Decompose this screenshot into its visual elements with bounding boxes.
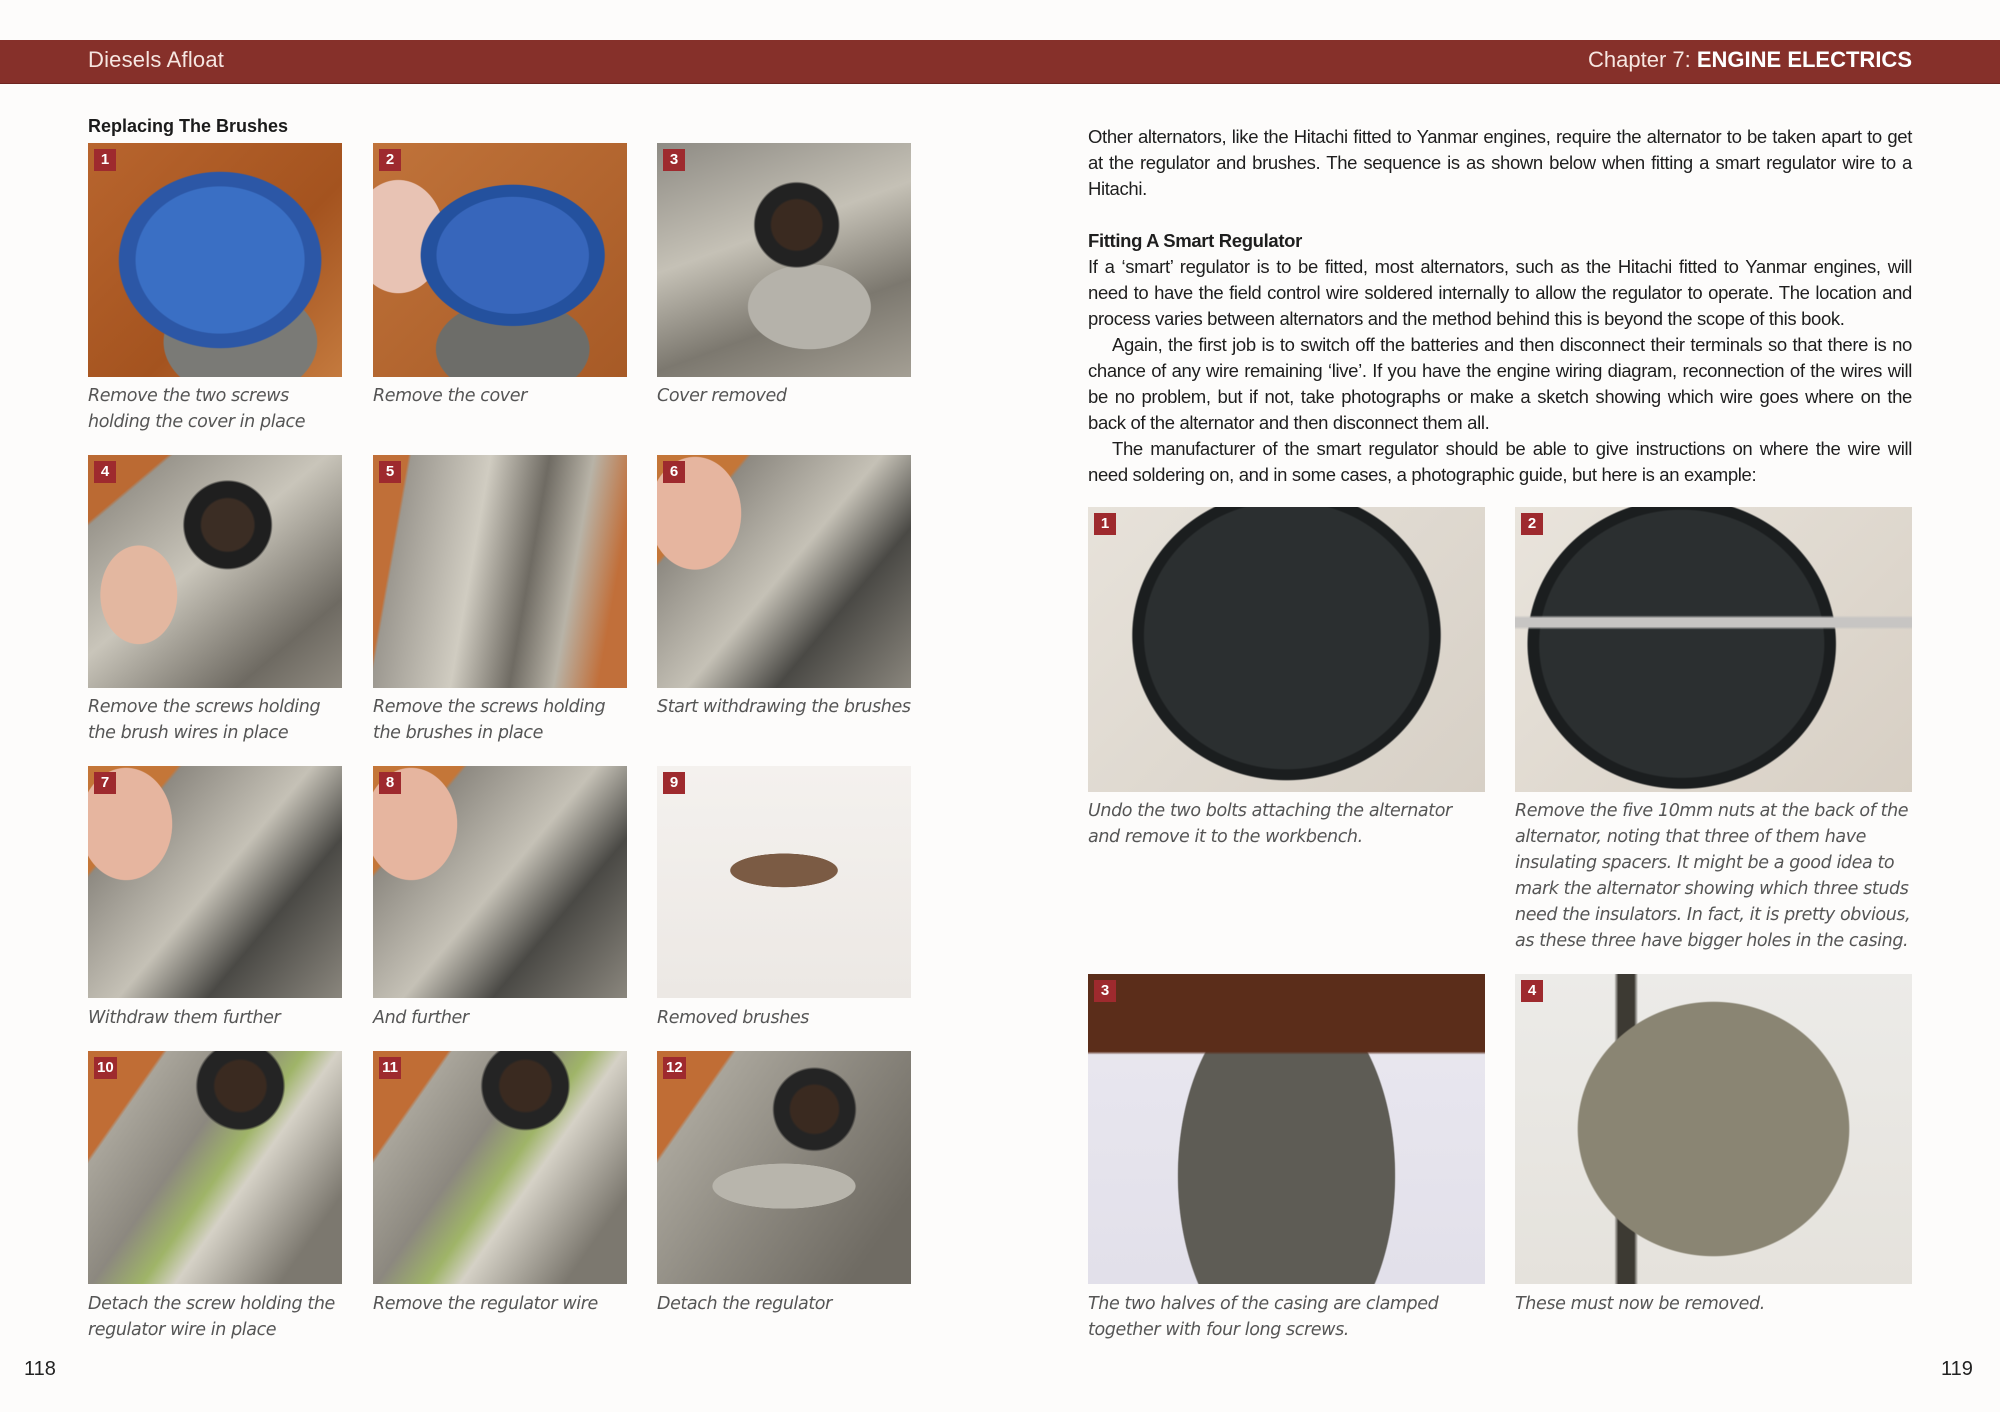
step-badge: 2 (379, 149, 401, 171)
step-caption-9: Removed brushes (657, 1008, 809, 1028)
step-photo-12 (657, 1051, 911, 1284)
regulator-step-photo-3 (1088, 974, 1485, 1284)
running-header (0, 40, 2000, 84)
step-badge: 10 (94, 1057, 117, 1079)
chapter-title (1588, 47, 1912, 73)
step-badge: 12 (663, 1057, 686, 1079)
step-photo-7 (88, 766, 342, 998)
subheading-fitting-smart-regulator: Fitting A Smart Regulator (1088, 230, 1302, 251)
paragraph-2: Again, the first job is to switch off the batteries and then disconnect their terminals so that there is no chance of any wire remaining ‘live’. If you have the engine wiring diagram, reconnection of the wires will be no problem, but if not, take photographs or make a sketch showing which wire goes where on the back of the alternator and then disconnect them all. (1088, 334, 1912, 433)
regulator-step-caption-1: Undo the two bolts attaching the alternator and remove it to the workbench. (1088, 801, 1452, 847)
step-photo-11 (373, 1051, 627, 1284)
step-caption-2: Remove the cover (373, 386, 527, 406)
regulator-step-photo-4 (1515, 974, 1912, 1284)
step-caption-11: Remove the regulator wire (373, 1294, 598, 1314)
step-photo-2 (373, 143, 627, 377)
chapter-name: ENGINE ELECTRICS (1696, 47, 1912, 72)
step-photo-4 (88, 455, 342, 688)
step-badge: 11 (379, 1057, 401, 1079)
step-badge: 4 (1521, 980, 1543, 1002)
regulator-step-caption-2: Remove the five 10mm nuts at the back of the alternator, noting that three of them have insulating spacers. It might be a good idea to mark the alternator showing which three studs need the insulators. In fact, it is pretty obvious, as these three have bigger holes in the casing. (1515, 801, 1911, 951)
step-photo-5 (373, 455, 627, 688)
regulator-step-caption-3: The two halves of the casing are clamped together with four long screws. (1088, 1294, 1439, 1340)
step-photo-6 (657, 455, 911, 688)
step-badge: 3 (1094, 980, 1116, 1002)
step-caption-3: Cover removed (657, 386, 787, 406)
step-badge: 7 (94, 772, 116, 794)
regulator-step-photo-1 (1088, 507, 1485, 792)
step-photo-9 (657, 766, 911, 998)
book-title: Diesels Afloat (88, 47, 225, 72)
step-badge: 6 (663, 461, 685, 483)
step-caption-7: Withdraw them further (88, 1008, 281, 1028)
step-photo-8 (373, 766, 627, 998)
step-badge: 8 (379, 772, 401, 794)
page-number-right: 119 (1941, 1358, 1973, 1380)
step-caption-10: Detach the screw holding the regulator wire in place (88, 1294, 335, 1340)
body-paragraphs (1088, 254, 1912, 488)
page-number-left: 118 (24, 1358, 56, 1380)
step-caption-1: Remove the two screws holding the cover in place (88, 386, 306, 432)
step-badge: 4 (94, 461, 116, 483)
step-caption-12: Detach the regulator (657, 1294, 832, 1314)
step-badge: 9 (663, 772, 685, 794)
step-badge: 1 (94, 149, 116, 171)
step-photo-1 (88, 143, 342, 377)
step-badge: 2 (1521, 513, 1543, 535)
step-badge: 3 (663, 149, 685, 171)
section-heading-replacing-brushes: Replacing The Brushes (88, 116, 289, 136)
paragraph-3: The manufacturer of the smart regulator should be able to give instructions on where the wire will need soldering on, and in some cases, a photographic guide, but here is an example: (1088, 438, 1912, 485)
step-badge: 5 (379, 461, 401, 483)
regulator-step-caption-4: These must now be removed. (1515, 1294, 1765, 1314)
step-badge: 1 (1094, 513, 1116, 535)
step-photo-10 (88, 1051, 342, 1284)
step-caption-5: Remove the screws holding the brushes in place (373, 697, 606, 743)
regulator-step-photo-2 (1515, 507, 1912, 792)
chapter-prefix: Chapter 7: (1588, 47, 1697, 72)
step-caption-8: And further (373, 1008, 469, 1028)
step-photo-3 (657, 143, 911, 377)
step-caption-4: Remove the screws holding the brush wires in place (88, 697, 321, 743)
intro-paragraph (1088, 124, 1912, 202)
paragraph-1: If a ‘smart’ regulator is to be fitted, most alternators, such as the Hitachi fitted to Yanmar engines, will need to have the field control wire soldered internally to allow the regulator to operate. The location and process varies between alternators and the method behind this is beyond the scope of this book. (1088, 256, 1912, 329)
step-caption-6: Start withdrawing the brushes (657, 697, 911, 717)
intro-text: Other alternators, like the Hitachi fitted to Yanmar engines, require the alternator to be taken apart to get at the regulator and brushes. The sequence is as shown below when fitting a smart regulator wire to a Hitachi. (1088, 126, 1912, 199)
